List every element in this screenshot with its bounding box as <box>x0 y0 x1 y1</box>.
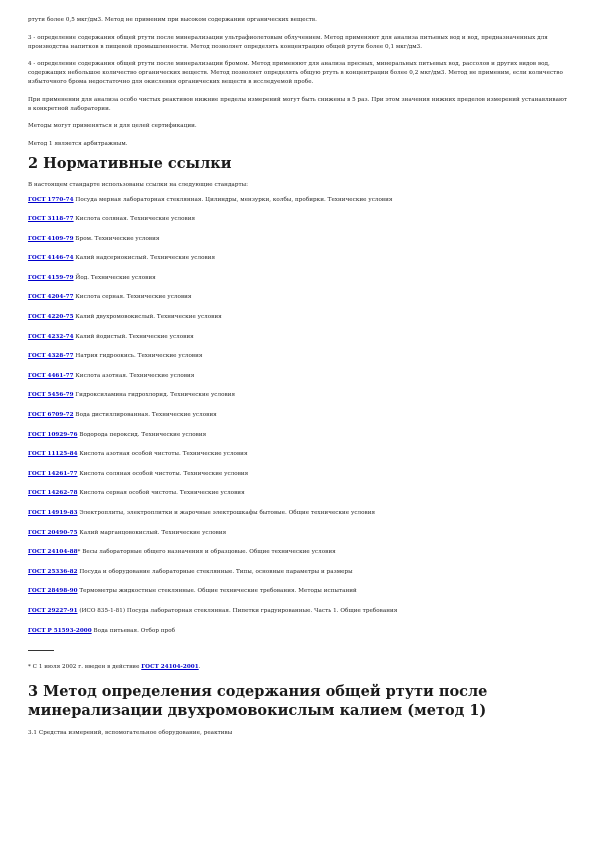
reference-item <box>28 529 568 549</box>
document-page <box>28 0 568 738</box>
reference-item <box>28 607 568 627</box>
reference-list <box>28 196 568 647</box>
reference-item <box>28 587 568 607</box>
footnote-text: * С 1 июля 2002 г. введен в действие <box>28 664 142 671</box>
reference-item <box>28 215 568 235</box>
intro-paragraph: 3 - определение содержания общей ртути после минерализации ультрафиолетовым облучением. Метод применяют для анализа питьевых вод и вод, предназначенных для производства напитков в пищевой промышленности. Метод позволяет определять концентрацию общей ртути более 0,1 мкг/дм3. <box>28 34 548 50</box>
reference-link[interactable]: ГОСТ 1770-74 <box>28 196 74 203</box>
reference-title: Кислота серная. Технические условия <box>73 294 192 301</box>
reference-item <box>28 372 568 392</box>
reference-title: Бром. Технические условия <box>73 235 160 242</box>
reference-link[interactable]: ГОСТ 11125-84 <box>28 451 78 458</box>
reference-title: Кислота серная особой чистоты. Технические условия <box>77 490 245 497</box>
reference-link[interactable]: ГОСТ 14919-83 <box>28 510 78 516</box>
intro-paragraph: 4 - определение содержания общей ртути после минерализации бромом. Метод применяют для анализа пресных, минеральных питьевых вод, рассолов и других видов вод, содержащих небольшое количество органических веществ. Метод позволяет определять общую ртуть в концентрации более 0,2 мкг/дм3. Метод не применим, если количество избыточного брома недостаточно для окисления органических веществ в исследуемой пробе. <box>28 61 563 85</box>
reference-link[interactable]: ГОСТ 4109-79 <box>28 235 74 242</box>
reference-link[interactable]: ГОСТ 14261-77 <box>28 470 78 477</box>
reference-link[interactable]: ГОСТ 3118-77 <box>28 216 74 223</box>
reference-item <box>28 196 568 216</box>
reference-link[interactable]: ГОСТ 4461-77 <box>28 372 74 379</box>
reference-title: Кислота соляная особой чистоты. Технические условия <box>77 470 249 477</box>
reference-title: Калий надсернокислый. Технические условия <box>73 255 216 262</box>
intro-paragraph: При применении для анализа особо чистых реактивов нижние пределы измерений могут быть снижены в 5 раз. При этом значения нижних пределов измерений устанавливают в конкретной лаборатории. <box>28 96 568 112</box>
reference-link[interactable]: ГОСТ 29227-91 <box>28 607 78 614</box>
reference-link[interactable]: ГОСТ 14262-78 <box>28 490 78 497</box>
reference-item <box>28 450 568 470</box>
reference-title: Термометры жидкостные стеклянные. Общие технические требования. Методы испытаний <box>77 588 357 595</box>
reference-item <box>28 489 568 509</box>
intro-section <box>28 16 568 149</box>
reference-title: Кислота соляная. Технические условия <box>73 216 196 223</box>
reference-title: Йод. Технические условия <box>73 274 156 281</box>
reference-link[interactable]: ГОСТ 20490-75 <box>28 529 78 536</box>
reference-item <box>28 391 568 411</box>
reference-item <box>28 411 568 431</box>
intro-paragraph: ртути более 0,5 мкг/дм3. Метод не применим при высоком содержании органических веществ. <box>28 17 317 23</box>
reference-link[interactable]: ГОСТ 4220-75 <box>28 314 74 321</box>
reference-item <box>28 568 568 588</box>
reference-item <box>28 627 568 647</box>
reference-title: Калий марганцовокислый. Технические условия <box>77 529 227 536</box>
reference-link[interactable]: ГОСТ 24104-88 <box>28 549 78 556</box>
reference-title: Водорода пероксид. Технические условия <box>77 431 207 438</box>
reference-item <box>28 274 568 294</box>
reference-item <box>28 431 568 451</box>
reference-item <box>28 254 568 274</box>
reference-item <box>28 352 568 372</box>
reference-link[interactable]: ГОСТ 4232-74 <box>28 333 74 340</box>
reference-item <box>28 333 568 353</box>
intro-paragraph: Методы могут применяться и для целей сертификации. <box>28 123 197 129</box>
reference-item <box>28 293 568 313</box>
reference-link[interactable]: ГОСТ 28498-90 <box>28 588 78 595</box>
reference-title: Вода питьевая. Отбор проб <box>91 627 176 634</box>
reference-title: (ИСО 835-1-81) Посуда лабораторная стеклянная. Пипетки градуированные. Часть 1. Общие требования <box>77 607 398 614</box>
reference-title: Кислота азотная особой чистоты. Технические условия <box>77 451 248 458</box>
reference-item <box>28 313 568 333</box>
subsection-heading: 3.1 Средства измерений, вспомогательное оборудование, реактивы <box>28 730 233 737</box>
reference-item <box>28 509 568 529</box>
reference-item <box>28 235 568 255</box>
reference-title: Калий йодистый. Технические условия <box>73 333 194 340</box>
section-heading-method: 3 Метод определения содержания общей ртути после минерализации двухромовокислым калием (метод 1) <box>28 683 488 720</box>
reference-title: Электроплиты, электроплитки и жарочные электрошкафы бытовые. Общие технические условия <box>77 510 376 516</box>
reference-title: Посуда мерная лабораторная стеклянная. Цилиндры, мензурки, колбы, пробирки. Технические условия <box>73 196 393 203</box>
reference-link[interactable]: ГОСТ 25336-82 <box>28 568 78 575</box>
reference-title: Вода дистиллированная. Технические условия <box>73 412 217 419</box>
reference-title: Калий двухромовокислый. Технические условия <box>73 314 222 321</box>
section-heading-normative: 2 Нормативные ссылки <box>28 154 232 172</box>
footnote-divider <box>28 650 54 651</box>
reference-title: * Весы лабораторные общего назначения и образцовые. Общие технические условия <box>77 549 336 556</box>
reference-link[interactable]: ГОСТ 4204-77 <box>28 294 74 301</box>
reference-title: Посуда и оборудование лабораторные стеклянные. Типы, основные параметры и размеры <box>77 568 353 575</box>
reference-link[interactable]: ГОСТ Р 51593-2000 <box>28 627 92 634</box>
reference-title: Натрия гидроокись. Технические условия <box>73 353 203 360</box>
footnote-tail: . <box>198 664 201 671</box>
reference-title: Гидроксиламина гидрохлорид. Технические условия <box>73 392 236 399</box>
reference-link[interactable]: ГОСТ 4159-79 <box>28 274 74 281</box>
reference-item <box>28 470 568 490</box>
reference-link[interactable]: ГОСТ 4146-74 <box>28 255 74 262</box>
normative-lead: В настоящем стандарте использованы ссылки на следующие стандарты: <box>28 181 249 188</box>
reference-title: Кислота азотная. Технические условия <box>73 372 195 379</box>
reference-item <box>28 548 568 568</box>
intro-paragraph: Метод 1 является арбитражным. <box>28 140 128 147</box>
reference-link[interactable]: ГОСТ 10929-76 <box>28 431 78 438</box>
reference-link[interactable]: ГОСТ 5456-79 <box>28 392 74 399</box>
footnote <box>28 663 568 672</box>
footnote-link[interactable]: ГОСТ 24104-2001 <box>141 664 199 671</box>
reference-link[interactable]: ГОСТ 4328-77 <box>28 353 74 360</box>
reference-link[interactable]: ГОСТ 6709-72 <box>28 412 74 419</box>
